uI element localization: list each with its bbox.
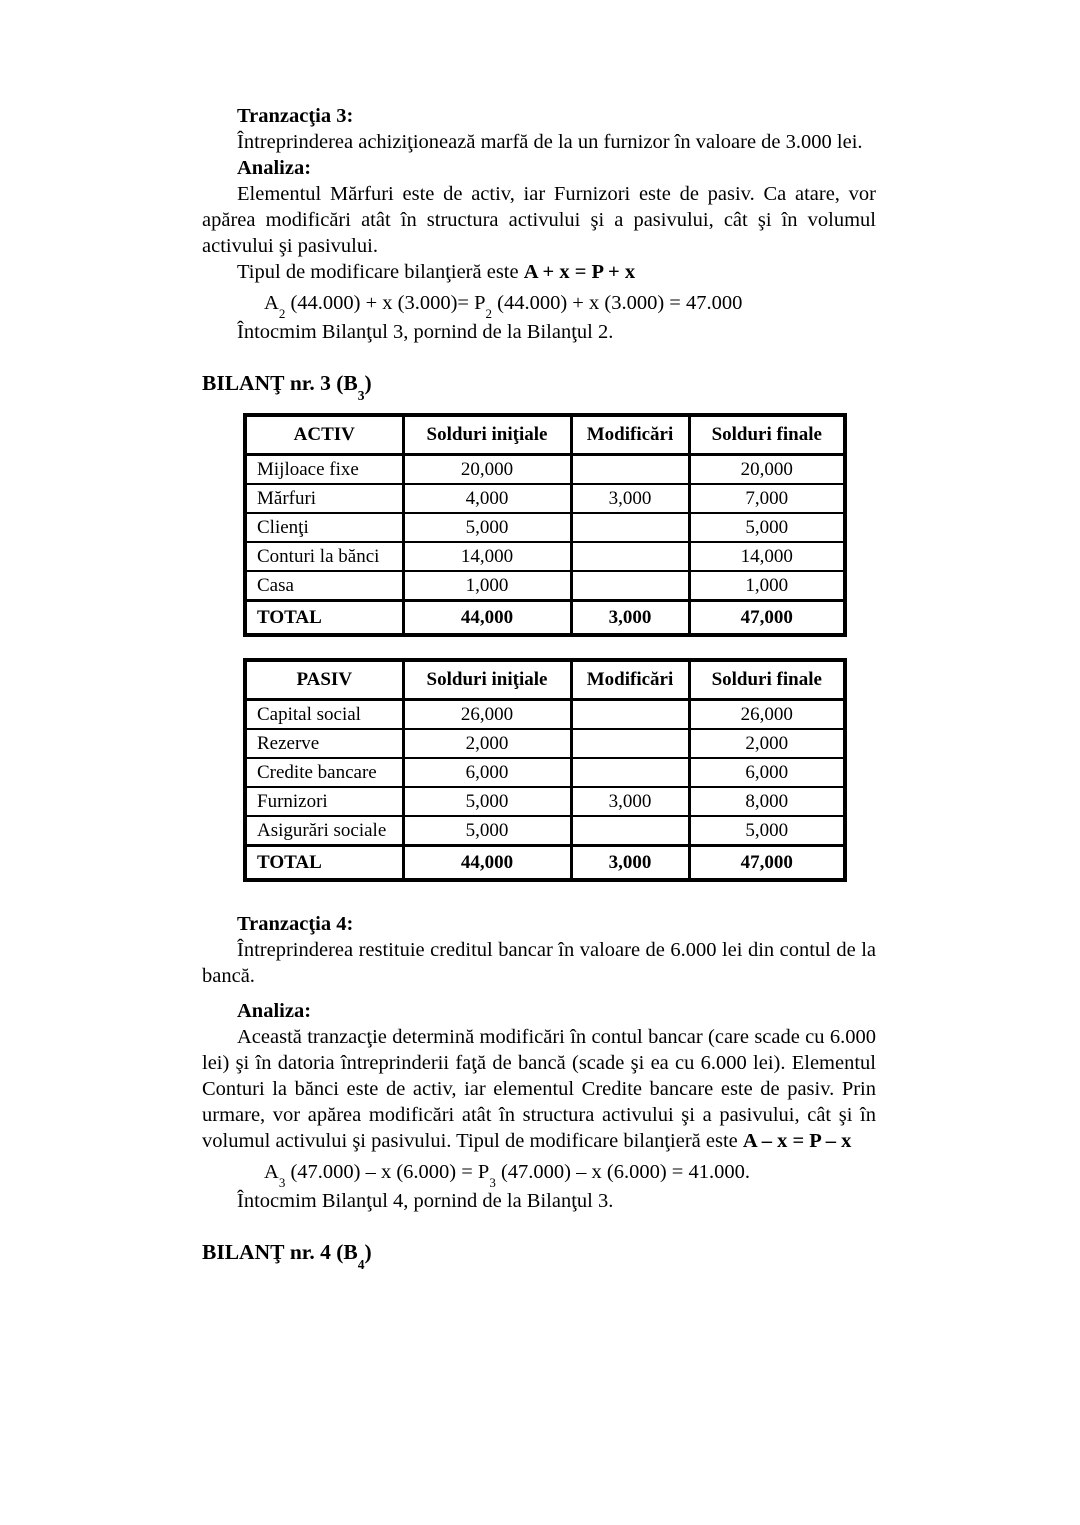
- row-label: Asigurări sociale: [245, 816, 403, 846]
- final-value: 5,000: [689, 816, 845, 846]
- paragraph-t3-intocmim: Întocmim Bilanţul 3, pornind de la Bilanţul 2.: [237, 321, 614, 343]
- modification-value: [571, 455, 689, 485]
- table-row: [245, 758, 845, 787]
- table-header-row: [245, 415, 845, 455]
- equation-term: A: [264, 1161, 279, 1183]
- bilant-4-heading: [202, 1239, 876, 1273]
- paragraph-t3-tip: [202, 259, 876, 285]
- total-modification-value: 3,000: [571, 601, 689, 636]
- section-heading-analiza-4: Analiza:: [237, 1000, 312, 1022]
- column-header-solduri-initiale: Solduri iniţiale: [403, 660, 571, 700]
- equation-term: (44.000) + x (3.000) = 47.000: [492, 292, 743, 314]
- paragraph-t3-intro: Întreprinderea achiziţionează marfă de la un furnizor în valoare de 3.000 lei.: [237, 131, 863, 153]
- modification-value: [571, 700, 689, 730]
- paragraph-t3-analiza: Elementul Mărfuri este de activ, iar Furnizori este de pasiv. Ca atare, vor apărea modificări atât în structura activului şi a pasivului, cât şi în volumul activului şi pasivului.: [202, 183, 876, 257]
- column-header-modificari: Modificări: [571, 660, 689, 700]
- modification-value: [571, 729, 689, 758]
- final-value: 14,000: [689, 542, 845, 571]
- equation-balance-3: [264, 290, 876, 322]
- total-final-value: 47,000: [689, 846, 845, 881]
- table-row: [245, 787, 845, 816]
- equation-subscript: 2: [278, 306, 286, 322]
- final-value: 20,000: [689, 455, 845, 485]
- table-row: [245, 484, 845, 513]
- initial-value: 2,000: [403, 729, 571, 758]
- table-row: [245, 816, 845, 846]
- balance-table-activ: [243, 413, 847, 637]
- modification-value: [571, 513, 689, 542]
- initial-value: 5,000: [403, 816, 571, 846]
- equation-subscript: 3: [278, 1175, 286, 1191]
- table-row: [245, 513, 845, 542]
- paragraph-t4-intro: Întreprinderea restituie creditul bancar în valoare de 6.000 lei din contul de la bancă.: [202, 939, 876, 987]
- column-header-activ: ACTIV: [245, 415, 403, 455]
- final-value: 8,000: [689, 787, 845, 816]
- analiza-text: Această tranzacţie determină modificări în contul bancar (care scade cu 6.000 lei) şi în datoria întreprinderii faţă de bancă (scade şi ea cu 6.000 lei). Elementul Conturi la bănci este de activ, iar elementul Credite bancare este de pasiv. Prin urmare, vor apărea modificări atât în structura activului şi a pasivului, cât şi în volumul activului şi pasivului. Tipul de modificare bilanţieră este: [202, 1026, 876, 1152]
- paragraph-t4-analiza: [202, 1024, 876, 1154]
- equation-subscript: 2: [485, 306, 493, 322]
- initial-value: 4,000: [403, 484, 571, 513]
- row-label: Rezerve: [245, 729, 403, 758]
- modification-value: 3,000: [571, 484, 689, 513]
- equation-balance-4: [264, 1159, 876, 1191]
- total-initial-value: 44,000: [403, 601, 571, 636]
- tip-formula: A + x = P + x: [523, 261, 636, 283]
- initial-value: 1,000: [403, 571, 571, 601]
- bilant-3-heading-text: BILANŢ nr. 3 (B: [202, 371, 358, 395]
- total-label: TOTAL: [245, 601, 403, 636]
- row-label: Furnizori: [245, 787, 403, 816]
- table-row: [245, 455, 845, 485]
- final-value: 26,000: [689, 700, 845, 730]
- bilant-3-heading-text: ): [364, 371, 372, 395]
- equation-subscript: 3: [489, 1175, 496, 1191]
- tip-text: Tipul de modificare bilanţieră este: [237, 261, 524, 283]
- row-label: Clienţi: [245, 513, 403, 542]
- final-value: 6,000: [689, 758, 845, 787]
- row-label: Casa: [245, 571, 403, 601]
- row-label: Conturi la bănci: [245, 542, 403, 571]
- table-header-row: [245, 660, 845, 700]
- final-value: 1,000: [689, 571, 845, 601]
- column-header-solduri-finale: Solduri finale: [689, 660, 845, 700]
- modification-value: [571, 758, 689, 787]
- final-value: 5,000: [689, 513, 845, 542]
- bilant-3-heading: [202, 370, 876, 404]
- row-label: Capital social: [245, 700, 403, 730]
- modification-value: [571, 571, 689, 601]
- bilant-3-heading-subscript: 3: [357, 388, 365, 404]
- equation-term: (47.000) – x (6.000) = 41.000.: [495, 1161, 750, 1183]
- table-row: [245, 571, 845, 601]
- bilant-4-heading-text: BILANŢ nr. 4 (B: [202, 1240, 358, 1264]
- column-header-pasiv: PASIV: [245, 660, 403, 700]
- total-initial-value: 44,000: [403, 846, 571, 881]
- initial-value: 14,000: [403, 542, 571, 571]
- equation-term: A: [264, 292, 279, 314]
- column-header-modificari: Modificări: [571, 415, 689, 455]
- initial-value: 20,000: [403, 455, 571, 485]
- final-value: 2,000: [689, 729, 845, 758]
- row-label: Credite bancare: [245, 758, 403, 787]
- final-value: 7,000: [689, 484, 845, 513]
- initial-value: 6,000: [403, 758, 571, 787]
- table-row: [245, 700, 845, 730]
- total-final-value: 47,000: [689, 601, 845, 636]
- column-header-solduri-initiale: Solduri iniţiale: [403, 415, 571, 455]
- total-modification-value: 3,000: [571, 846, 689, 881]
- table-row: [245, 542, 845, 571]
- total-label: TOTAL: [245, 846, 403, 881]
- equation-term: (47.000) – x (6.000) = P: [285, 1161, 490, 1183]
- row-label: Mărfuri: [245, 484, 403, 513]
- modification-value: [571, 542, 689, 571]
- table-total-row: [245, 601, 845, 636]
- initial-value: 5,000: [403, 513, 571, 542]
- bilant-4-heading-text: ): [364, 1240, 372, 1264]
- modification-value: 3,000: [571, 787, 689, 816]
- paragraph-t4-intocmim: Întocmim Bilanţul 4, pornind de la Bilanţul 3.: [237, 1190, 614, 1212]
- table-row: [245, 729, 845, 758]
- section-heading-tranzactia-3: Tranzacţia 3:: [237, 105, 354, 127]
- bilant-4-heading-subscript: 4: [357, 1257, 365, 1273]
- section-heading-analiza-3: Analiza:: [237, 157, 312, 179]
- initial-value: 26,000: [403, 700, 571, 730]
- equation-term: (44.000) + x (3.000)= P: [285, 292, 486, 314]
- table-total-row: [245, 846, 845, 881]
- modification-value: [571, 816, 689, 846]
- analiza-formula: A – x = P – x: [742, 1130, 852, 1152]
- section-heading-tranzactia-4: Tranzacţia 4:: [237, 913, 354, 935]
- balance-table-pasiv: [243, 658, 847, 882]
- initial-value: 5,000: [403, 787, 571, 816]
- column-header-solduri-finale: Solduri finale: [689, 415, 845, 455]
- row-label: Mijloace fixe: [245, 455, 403, 485]
